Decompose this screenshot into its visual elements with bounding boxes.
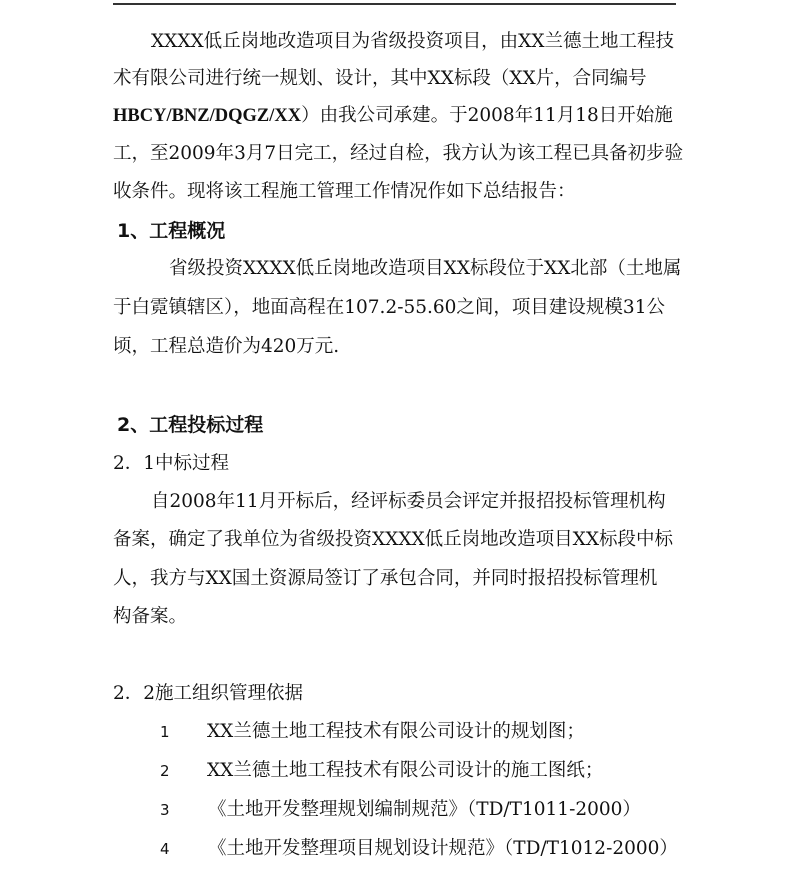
contract-code: HBCY/BNZ/DQGZ/XX [113, 106, 302, 126]
list-item-number: 1 [160, 723, 170, 741]
list-item-text: 《土地开发整理项目规划设计规范》（TD/T1012-2000） [208, 838, 678, 859]
subsection-2-1-line-1: 自2008年11月开标后，经评标委员会评定并报招投标管理机构 [151, 491, 666, 512]
subsection-2-1-line-3: 人，我方与XX国土资源局签订了承包合同，并同时报招投标管理机 [113, 568, 658, 589]
list-item-text: 《土地开发整理规划编制规范》（TD/T1011-2000） [208, 799, 641, 820]
intro-line-3 [113, 104, 673, 128]
list-item-number: 4 [160, 840, 170, 858]
subsection-2-1-line-2: 备案，确定了我单位为省级投资XXXX低丘岗地改造项目XX标段中标 [113, 529, 674, 550]
subsection-2-2-heading: 2．2施工组织管理依据 [113, 683, 304, 704]
list-item-number: 3 [160, 801, 170, 819]
intro-line-5: 收条件。现将该工程施工管理工作情况作如下总结报告： [113, 181, 576, 202]
section-1-heading: 1、工程概况 [117, 220, 226, 242]
section-1-line-2: 于白霓镇辖区），地面高程在107.2-55.60之间，项目建设规模31公 [113, 297, 665, 318]
list-item-text: XX兰德土地工程技术有限公司设计的规划图； [207, 721, 585, 742]
list-item-number: 2 [160, 762, 170, 780]
intro-line-2: 术有限公司进行统一规划、设计，其中XX标段（XX片，合同编号 [113, 68, 647, 89]
intro-line-3-rest: ）由我公司承建。于2008年11月18日开始施 [301, 105, 673, 126]
subsection-2-1-line-4: 构备案。 [113, 606, 188, 627]
intro-line-1: XXXX低丘岗地改造项目为省级投资项目，由XX兰德土地工程技 [151, 31, 675, 52]
header-rule [113, 3, 676, 5]
section-1-line-3: 顷，工程总造价为420万元. [113, 336, 340, 357]
list-item-text: XX兰德土地工程技术有限公司设计的施工图纸； [207, 760, 604, 781]
subsection-2-1-heading: 2．1中标过程 [113, 453, 230, 474]
intro-line-4: 工，至2009年3月7日完工，经过自检，我方认为该工程已具备初步验 [113, 143, 684, 164]
section-1-line-1: 省级投资XXXX低丘岗地改造项目XX标段位于XX北部（土地属 [169, 258, 682, 279]
section-2-heading: 2、工程投标过程 [117, 414, 264, 436]
